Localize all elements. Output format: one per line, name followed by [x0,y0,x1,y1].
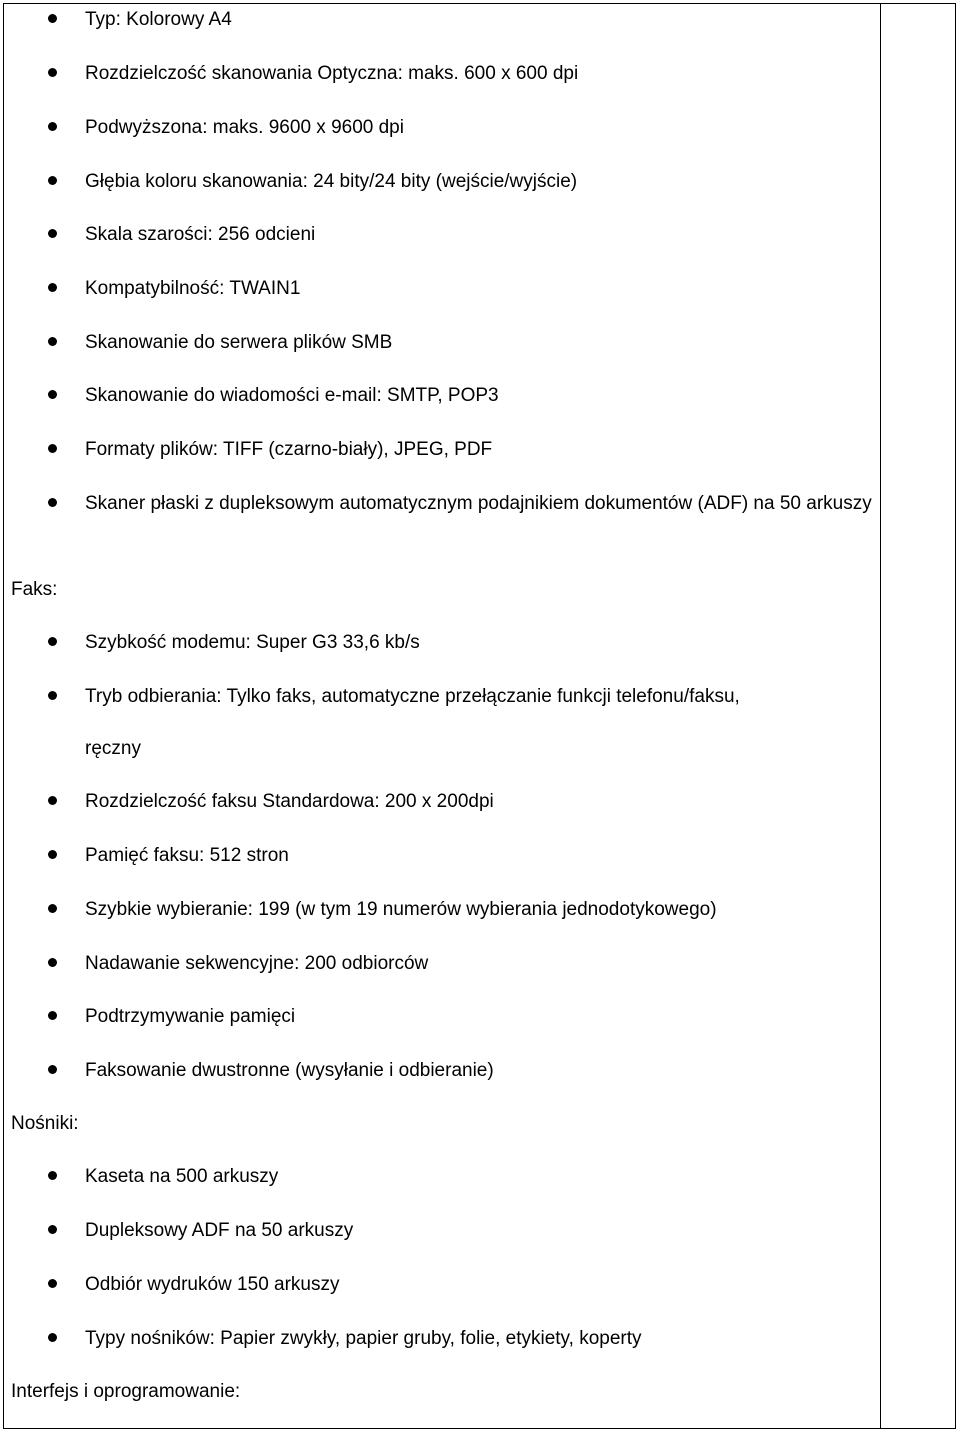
list-item-text: Rozdzielczość skanowania Optyczna: maks. 600 x 600 dpi [85,63,579,84]
list-item-text: Szybkość modemu: Super G3 33,6 kb/s [85,632,420,653]
list-item-text: Skanowanie do wiadomości e-mail: SMTP, POP3 [85,385,499,406]
list-item-text: Pamięć faksu: 512 stron [85,845,289,866]
bullet-icon [48,1333,57,1342]
list-item-text: Kaseta na 500 arkuszy [85,1166,279,1187]
list-item-text: Skanowanie do serwera plików SMB [85,332,393,353]
list-item-text: Odbiór wydruków 150 arkuszy [85,1274,340,1295]
bullet-icon [48,1225,57,1234]
bullet-icon [48,176,57,185]
bullet-icon [48,390,57,399]
list-item-text: Faksowanie dwustronne (wysyłanie i odbieranie) [85,1060,494,1081]
list-item-text: Formaty plików: TIFF (czarno-biały), JPEG, PDF [85,439,493,460]
bullet-icon [48,691,57,700]
bullet-icon [48,229,57,238]
bullet-icon [48,444,57,453]
list-item-text: Dupleksowy ADF na 50 arkuszy [85,1220,354,1241]
section-heading-media: Nośniki: [11,1113,79,1134]
bullet-icon [48,904,57,913]
list-item-text: Podwyższona: maks. 9600 x 9600 dpi [85,117,404,138]
list-item-text: Skaner płaski z dupleksowym automatycznym podajnikiem dokumentów (ADF) na 50 arkuszy [85,493,872,514]
bullet-icon [48,283,57,292]
bullet-icon [48,1171,57,1180]
list-item-text: Nadawanie sekwencyjne: 200 odbiorców [85,953,429,974]
bullet-icon [48,14,57,23]
bullet-icon [48,1011,57,1020]
bullet-icon [48,1279,57,1288]
list-item-text: Szybkie wybieranie: 199 (w tym 19 numerów wybierania jednodotykowego) [85,899,717,920]
section-heading-fax: Faks: [11,579,58,600]
list-item-text: Typ: Kolorowy A4 [85,9,232,30]
table-column-divider [880,3,881,1429]
bullet-icon [48,122,57,131]
list-item-text: Głębia koloru skanowania: 24 bity/24 bity (wejście/wyjście) [85,171,578,192]
list-item-text: Tryb odbierania: Tylko faks, automatyczne przełączanie funkcji telefonu/faksu, [85,686,740,707]
list-item-text: Skala szarości: 256 odcieni [85,224,316,245]
bullet-icon [48,958,57,967]
bullet-icon [48,850,57,859]
bullet-icon [48,796,57,805]
section-heading-interface: Interfejs i oprogramowanie: [11,1381,241,1402]
bullet-icon [48,68,57,77]
bullet-icon [48,337,57,346]
list-item-continuation: ręczny [85,738,141,759]
bullet-icon [48,1065,57,1074]
bullet-icon [48,498,57,507]
list-item-text: Rozdzielczość faksu Standardowa: 200 x 200dpi [85,791,494,812]
list-item-text: Podtrzymywanie pamięci [85,1006,296,1027]
list-item-text: Typy nośników: Papier zwykły, papier gruby, folie, etykiety, koperty [85,1328,642,1349]
list-item-text: Kompatybilność: TWAIN1 [85,278,301,299]
bullet-icon [48,637,57,646]
